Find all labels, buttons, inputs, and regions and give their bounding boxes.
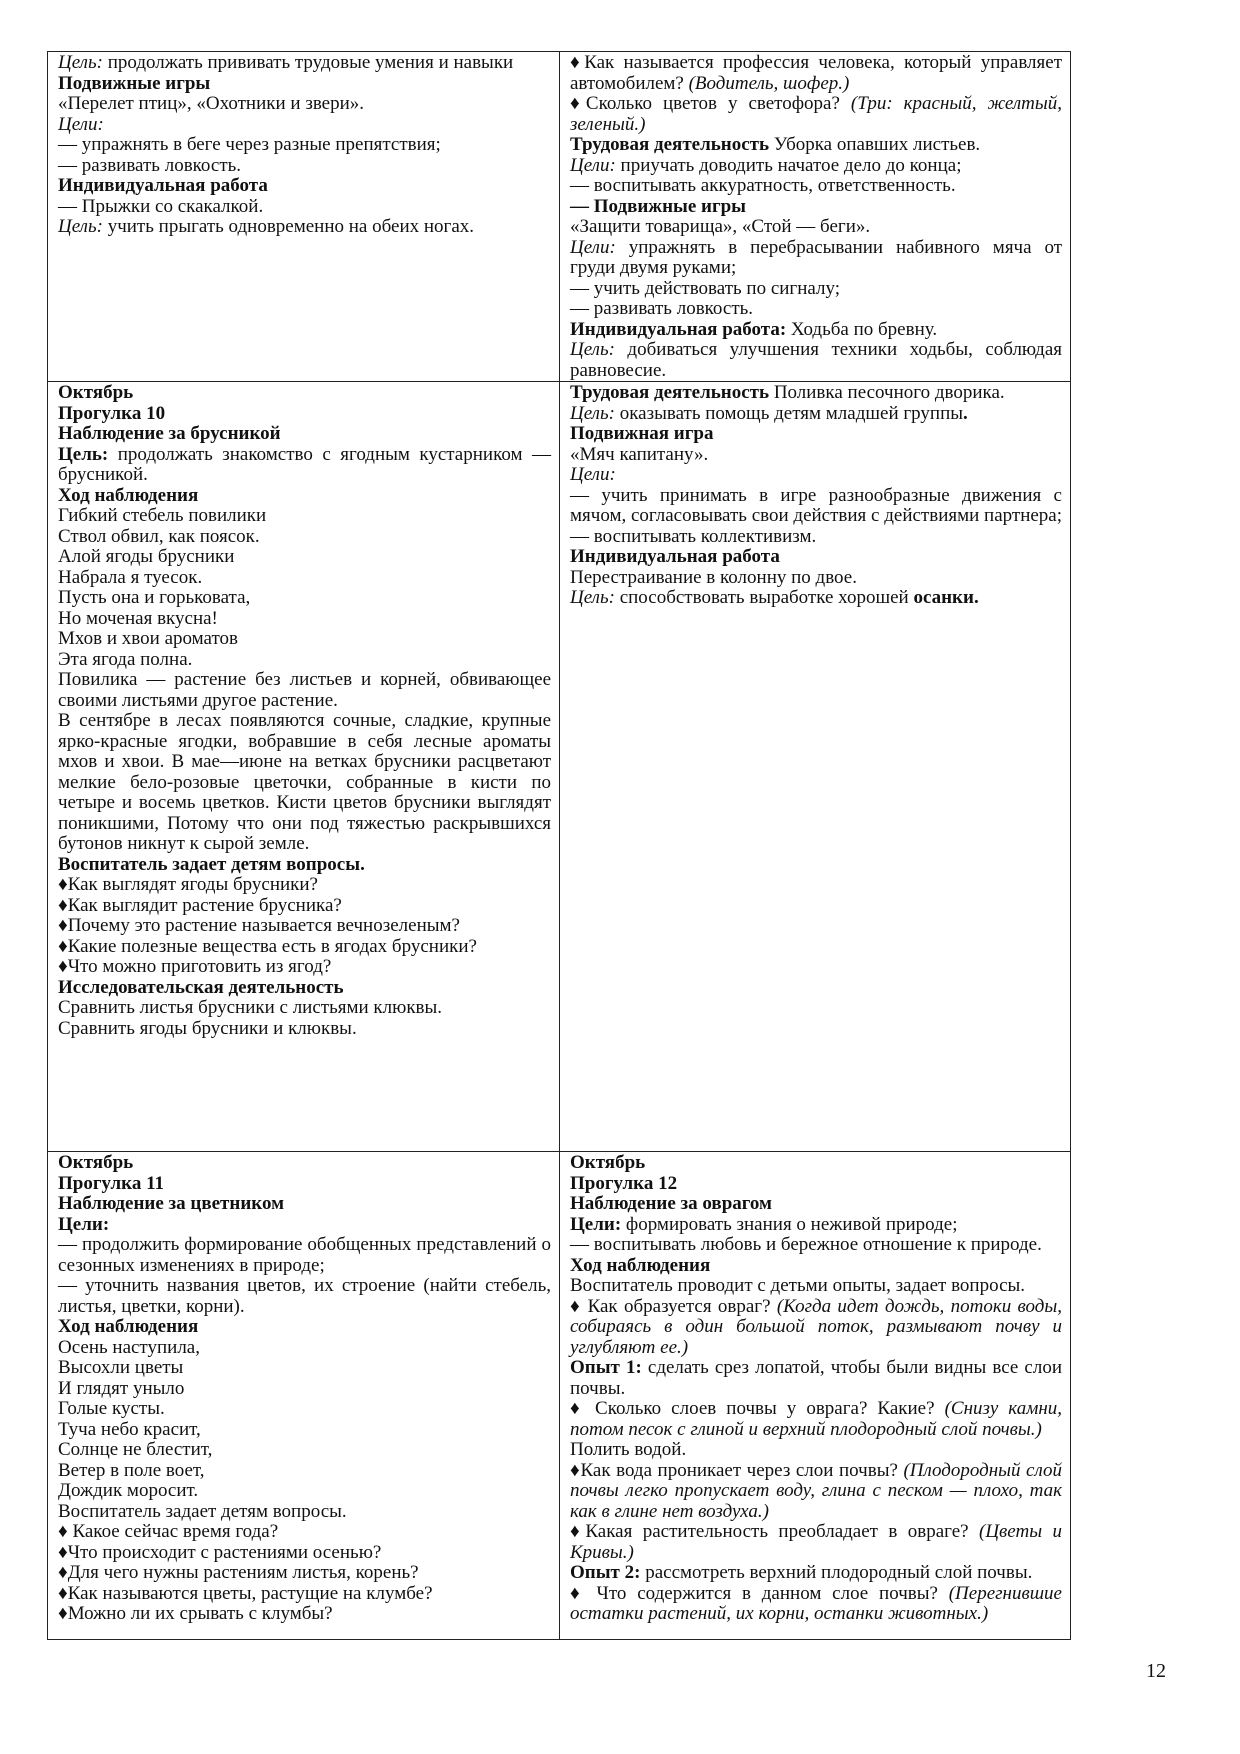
text-line: — упражнять в беге через разные препятствия; <box>58 134 441 155</box>
answer-text: (Когда идет дождь, потоки воды, собираясь в один большой поток, размывают почву и углубляют ее.) <box>570 1295 1062 1358</box>
text-line: Воспитатель задает детям вопросы. <box>58 1500 347 1522</box>
subheading: Индивидуальная работа <box>58 175 268 196</box>
text-line: Солнце не блестит, <box>58 1439 213 1460</box>
line-text: Уборка опавших листьев. <box>769 134 981 155</box>
subheading: Подвижные игры <box>58 72 211 94</box>
goal-line <box>58 445 551 486</box>
goal-label: Цель: <box>570 339 615 360</box>
text-line: ♦Какие полезные вещества есть в ягодах брусники? <box>58 935 477 957</box>
section-heading: Наблюдение за оврагом <box>570 1193 772 1214</box>
cell-walk-11 <box>48 1152 560 1640</box>
text-line: — воспитывать любовь и бережное отношение к природе. <box>570 1234 1042 1255</box>
text-line: Ветер в поле воет, <box>58 1459 205 1481</box>
text-line: — уточнить названия цветов, их строение (найти стебель, листья, цветки, корни). <box>58 1275 551 1317</box>
goal-tail: осанки. <box>913 587 979 608</box>
goal-line <box>570 404 1062 425</box>
question-text: ♦ Как образуется овраг? <box>570 1295 777 1317</box>
line-label: Опыт 2: <box>570 1562 641 1583</box>
goal-line <box>570 238 1062 279</box>
goal-label: Цель: <box>58 216 103 237</box>
text-line: В сентябре в лесах появляются сочные, сладкие, крупные ярко-красные ягодки, вобравшие в себя лесные ароматы мхов и хвои. В мае—июне на ветках брусники расцветают мелкие бело-розовые цветочки, собранные в кисти по четыре и восемь цветков. Кисти цветов брусники выглядят поникшими, Потому что они под тяжестью раскрывшихся бутонов никнут к сырой земле. <box>58 710 551 854</box>
labeled-line <box>570 320 1062 341</box>
text-line: Перестраивание в колонну по двое. <box>570 566 857 588</box>
question-item <box>570 1522 1062 1563</box>
goal-label: Цели: <box>570 1213 622 1235</box>
goal-label: Цель: <box>570 587 615 608</box>
subheading: Ход наблюдения <box>58 1316 199 1337</box>
text-line: Эта ягода полна. <box>58 648 193 670</box>
labeled-line <box>570 383 1062 404</box>
text-line: ♦ Какое сейчас время года? <box>58 1521 279 1542</box>
line-label: Опыт 1: <box>570 1357 642 1378</box>
text-line: Пусть она и горьковата, <box>58 587 251 608</box>
question-text: ♦Какая растительность преобладает в овраге? <box>570 1521 979 1542</box>
section-heading: Наблюдение за брусникой <box>58 423 281 444</box>
text-line: И глядят уныло <box>58 1377 185 1399</box>
section-heading: Октябрь <box>570 1152 646 1173</box>
subheading: Индивидуальная работа <box>570 546 780 567</box>
subheading: Исследовательская деятельность <box>58 976 344 998</box>
goal-text: продолжать знакомство с ягодным кустарником — брусникой. <box>58 443 551 485</box>
goal-line <box>570 1215 1062 1236</box>
line-label: Трудовая деятельность <box>570 134 770 155</box>
page-number: 12 <box>1146 1660 1166 1682</box>
goal-label: Цель: <box>570 402 615 424</box>
section-heading: Ход наблюдения <box>570 1254 711 1276</box>
text-line: Ствол обвил, как поясок. <box>58 525 260 547</box>
section-heading: Октябрь <box>58 382 134 403</box>
question-text: ♦Как называется профессия человека, который управляет автомобилем? <box>570 52 1062 94</box>
line-text: рассмотреть верхний плодородный слой почвы. <box>640 1562 1033 1583</box>
question-text: ♦ Что содержится в данном слое почвы? <box>570 1582 949 1604</box>
goal-text: упражнять в перебрасывании набивного мяча от груди двумя руками; <box>570 236 1062 278</box>
text-line: — учить действовать по сигналу; <box>570 277 841 299</box>
subheading: Подвижная игра <box>570 423 714 444</box>
text-line: — развивать ловкость. <box>58 154 242 176</box>
line-label: Трудовая деятельность <box>570 382 770 403</box>
table-top <box>47 51 1071 382</box>
question-item <box>570 94 1062 135</box>
goal-line <box>570 156 1062 177</box>
text-line: Алой ягоды брусники <box>58 546 235 567</box>
goal-line <box>570 588 1062 609</box>
text-line: — продолжить формирование обобщенных представлений о сезонных изменениях в природе; <box>58 1234 551 1276</box>
question-item <box>570 1399 1062 1440</box>
text-line: Воспитатель проводит с детьми опыты, задает вопросы. <box>570 1275 1026 1296</box>
text-line: ♦Как выглядит растение брусника? <box>58 894 342 916</box>
goal-text: способствовать выработке хорошей <box>614 587 914 608</box>
section-heading: Октябрь <box>58 1152 134 1173</box>
text-line: Полить водой. <box>570 1439 687 1460</box>
goal-text: добиваться улучшения техники ходьбы, соблюдая равновесие. <box>570 339 1062 381</box>
section-heading: Прогулка 12 <box>570 1172 678 1194</box>
text-line: ♦Что происходит с растениями осенью? <box>58 1541 382 1563</box>
section-heading: Ход наблюдения <box>58 484 199 506</box>
text-line: — воспитывать аккуратность, ответственность. <box>570 175 956 196</box>
goal-label: Цели: <box>570 154 616 176</box>
question-item <box>570 1584 1062 1625</box>
goal-label: Цели: <box>58 113 104 135</box>
text-line: «Мяч капитану». <box>570 443 709 465</box>
text-line: — Прыжки со скакалкой. <box>58 195 264 217</box>
text-line: ♦Что можно приготовить из ягод? <box>58 956 332 977</box>
goal-label: Цели: <box>570 236 616 258</box>
goal-text: учить прыгать одновременно на обеих ногах. <box>102 216 475 237</box>
text-line: Голые кусты. <box>58 1398 165 1419</box>
answer-text: (Цветы и Кривы.) <box>570 1521 1062 1563</box>
table-bottom <box>47 381 1071 1640</box>
text-line: Сравнить ягоды брусники и клюквы. <box>58 1017 357 1039</box>
text-line: ♦Можно ли их срывать с клумбы? <box>58 1603 333 1624</box>
line-text: сделать срез лопатой, чтобы были видны все слои почвы. <box>570 1357 1062 1399</box>
cell-walk-10-cont <box>560 382 1071 1152</box>
text-line: Повилика — растение без листьев и корней, обвивающее своими листьями другое растение. <box>58 669 551 711</box>
text-line: Высохли цветы <box>58 1357 184 1378</box>
subheading: Воспитатель задает детям вопросы. <box>58 853 365 875</box>
text-line: — учить принимать в игре разнообразные движения с мячом, согласовывать свои действия с действиями партнера; <box>570 484 1063 526</box>
goal-text: продолжать прививать трудовые умения и навыки <box>102 52 514 73</box>
labeled-line <box>570 135 1062 156</box>
labeled-line <box>570 1358 1062 1399</box>
line-text: Ходьба по бревну. <box>786 318 938 340</box>
goal-line <box>58 217 551 238</box>
text-line: ♦Почему это растение называется вечнозеленым? <box>58 915 460 936</box>
cell-top-right <box>560 52 1071 382</box>
goal-line <box>58 1215 551 1236</box>
goal-text: приучать доводить начатое дело до конца; <box>615 154 962 176</box>
question-text: ♦ Сколько слоев почвы у оврага? Какие? <box>570 1398 945 1419</box>
answer-text: (Плодородный слой почвы легко пропускает воду, глина с песком — плохо, так как в глине нет воздуха.) <box>570 1459 1063 1522</box>
text-line: — воспитывать коллективизм. <box>570 525 817 547</box>
question-item <box>570 1297 1062 1359</box>
section-heading: Прогулка 11 <box>58 1172 165 1194</box>
goal-line <box>58 53 551 74</box>
goal-label: Цели: <box>58 1213 110 1235</box>
answer-text: (Перегнившие остатки растений, их корни, останки животных.) <box>570 1582 1062 1624</box>
text-line: Но моченая вкусна! <box>58 607 218 629</box>
question-text: ♦Сколько цветов у светофора? <box>570 93 851 114</box>
text-line: Набрала я туесок. <box>58 566 203 588</box>
line-label: Индивидуальная работа: <box>570 318 787 340</box>
text-line: Гибкий стебель повилики <box>58 505 267 526</box>
subheading: — Подвижные игры <box>570 195 747 217</box>
text-line: Туча небо красит, <box>58 1418 201 1440</box>
text-line: Дождик моросит. <box>58 1480 199 1501</box>
answer-text: (Водитель, шофер.) <box>688 72 850 94</box>
text-line: Мхов и хвои ароматов <box>58 628 238 649</box>
labeled-line <box>570 1563 1062 1584</box>
goal-label: Цель: <box>58 443 109 465</box>
goal-tail: . <box>963 402 968 424</box>
cell-walk-12 <box>560 1152 1071 1640</box>
goal-text: оказывать помощь детям младшей группы <box>614 402 964 424</box>
goal-text: формировать знания о неживой природе; <box>621 1213 958 1235</box>
text-line: Сравнить листья брусники с листьями клюквы. <box>58 997 443 1018</box>
cell-walk-10 <box>48 382 560 1152</box>
text-line: «Перелет птиц», «Охотники и звери». <box>58 93 365 114</box>
cell-top-left <box>48 52 560 382</box>
text-line: «Защити товарища», «Стой — беги». <box>570 216 871 237</box>
goal-label: Цели: <box>570 464 616 485</box>
text-line: ♦Для чего нужны растениям листья, корень? <box>58 1562 419 1583</box>
text-line: ♦Как называются цветы, растущие на клумбе? <box>58 1582 433 1604</box>
question-item <box>570 1461 1062 1523</box>
answer-text: (Три: красный, желтый, зеленый.) <box>570 93 1062 135</box>
text-line: — развивать ловкость. <box>570 298 754 319</box>
text-line: ♦Как выглядят ягоды брусники? <box>58 874 318 895</box>
goal-line <box>570 340 1062 381</box>
question-text: ♦Как вода проникает через слои почвы? <box>570 1459 904 1481</box>
answer-text: (Снизу камни, потом песок с глиной и верхний плодородный слой почвы.) <box>570 1398 1063 1440</box>
line-text: Поливка песочного дворика. <box>769 382 1005 403</box>
question-item <box>570 53 1062 94</box>
goal-label: Цель: <box>58 52 103 73</box>
section-heading: Прогулка 10 <box>58 402 166 424</box>
text-line: Осень наступила, <box>58 1336 200 1358</box>
section-heading: Наблюдение за цветником <box>58 1193 285 1214</box>
